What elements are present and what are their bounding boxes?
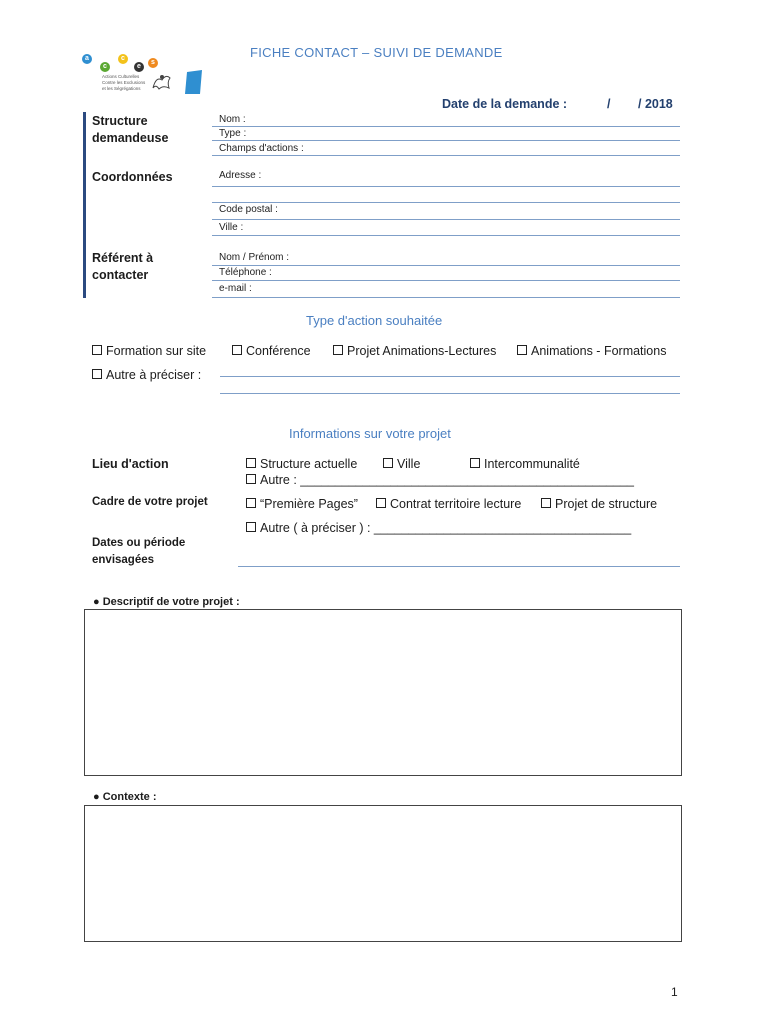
- option-label: Animations - Formations: [531, 344, 667, 358]
- checkbox-contrat-territoire[interactable]: [376, 496, 521, 512]
- coordonnees-label: Coordonnées: [92, 170, 173, 184]
- option-label: Conférence: [246, 344, 311, 358]
- logo-text-3: et les Ségrégations: [102, 86, 141, 91]
- option-label: Autre à préciser :: [106, 368, 202, 382]
- field-type-line[interactable]: [212, 140, 680, 141]
- option-label: Ville: [397, 457, 421, 471]
- field-ville: Ville :: [219, 222, 244, 233]
- logo-letter-c2: c: [118, 54, 128, 64]
- checkbox-projet-structure[interactable]: [541, 496, 657, 512]
- field-email-line[interactable]: [212, 297, 680, 298]
- field-champs-line[interactable]: [212, 155, 680, 156]
- checkbox-icon: [246, 522, 256, 532]
- logo-letter-c1: c: [100, 62, 110, 72]
- section-sidebar-bar: [83, 112, 86, 298]
- checkbox-icon: [383, 458, 393, 468]
- checkbox-icon: [92, 345, 102, 355]
- contexte-textarea[interactable]: [84, 805, 682, 942]
- option-label: Formation sur site: [106, 344, 207, 358]
- dates-label: Dates ou période envisagées: [92, 537, 186, 566]
- field-ville-line[interactable]: [212, 235, 680, 236]
- checkbox-icon: [246, 474, 256, 484]
- checkbox-conference[interactable]: [232, 343, 311, 359]
- field-telephone-line[interactable]: [212, 280, 680, 281]
- contexte-label: ● Contexte :: [93, 791, 157, 803]
- checkbox-icon: [376, 498, 386, 508]
- structure-label: Structure demandeuse: [92, 114, 169, 145]
- checkbox-animations-formations[interactable]: [517, 343, 666, 359]
- checkbox-structure-actuelle[interactable]: [246, 456, 357, 472]
- logo-blue-shape-icon: [184, 70, 204, 96]
- logo-letter-a: a: [82, 54, 92, 64]
- option-label: Projet de structure: [555, 497, 658, 511]
- autre-type-line-2[interactable]: [220, 393, 680, 394]
- checkbox-icon: [246, 458, 256, 468]
- cadre-label: Cadre de votre projet: [92, 496, 208, 508]
- field-adresse-line-1[interactable]: [212, 186, 680, 187]
- field-champs: Champs d'actions :: [219, 143, 304, 154]
- field-type: Type :: [219, 128, 247, 139]
- checkbox-intercommunalite[interactable]: [470, 456, 580, 472]
- referent-label: Référent à contacter: [92, 251, 154, 282]
- date-label: Date de la demande :: [442, 97, 568, 111]
- field-code-postal-line[interactable]: [212, 219, 680, 220]
- option-label: Autre ( à préciser ) : _____________________________________: [260, 521, 632, 535]
- descriptif-textarea[interactable]: [84, 609, 682, 776]
- field-nom: Nom :: [219, 114, 246, 125]
- checkbox-icon: [541, 498, 551, 508]
- projet-heading: Informations sur votre projet: [289, 426, 451, 441]
- option-label: Contrat territoire lecture: [390, 497, 522, 511]
- page-title: FICHE CONTACT – SUIVI DE DEMANDE: [250, 45, 503, 60]
- field-adresse: Adresse :: [219, 170, 262, 181]
- logo-text-1: Actions Culturelles: [102, 74, 140, 79]
- logo-letter-e: e: [134, 62, 144, 72]
- field-email: e-mail :: [219, 283, 252, 294]
- type-action-heading: Type d'action souhaitée: [306, 313, 443, 328]
- field-adresse-line-2[interactable]: [212, 202, 680, 203]
- option-label: Autre : ________________________________________________: [260, 473, 634, 487]
- logo: [82, 50, 212, 100]
- date-sep-2: / 2018: [638, 97, 673, 111]
- date-sep-1: /: [607, 97, 611, 111]
- checkbox-autre-lieu[interactable]: [246, 472, 634, 488]
- field-nom-line[interactable]: [212, 126, 680, 127]
- checkbox-ville[interactable]: [383, 456, 420, 472]
- checkbox-icon: [517, 345, 527, 355]
- checkbox-icon: [333, 345, 343, 355]
- descriptif-label: ● Descriptif de votre projet :: [93, 596, 240, 608]
- checkbox-autre-cadre[interactable]: [246, 520, 631, 536]
- checkbox-premiere-pages[interactable]: [246, 496, 358, 512]
- field-nom-prenom: Nom / Prénom :: [219, 252, 290, 263]
- dates-line[interactable]: [238, 566, 680, 567]
- field-code-postal: Code postal :: [219, 204, 278, 215]
- checkbox-icon: [232, 345, 242, 355]
- logo-letter-s: s: [148, 58, 158, 68]
- checkbox-formation-sur-site[interactable]: [92, 343, 206, 359]
- option-label: Intercommunalité: [484, 457, 580, 471]
- lieu-label: Lieu d'action: [92, 457, 169, 471]
- checkbox-projet-animations-lectures[interactable]: [333, 343, 496, 359]
- checkbox-icon: [470, 458, 480, 468]
- logo-text-2: Contre les Exclusions: [102, 80, 146, 85]
- option-label: Projet Animations-Lectures: [347, 344, 497, 358]
- field-nom-prenom-line[interactable]: [212, 265, 680, 266]
- page-number: 1: [671, 985, 678, 999]
- option-label: Structure actuelle: [260, 457, 358, 471]
- checkbox-icon: [92, 369, 102, 379]
- checkbox-autre-type[interactable]: [92, 367, 201, 383]
- checkbox-icon: [246, 498, 256, 508]
- logo-figure-icon: [150, 70, 172, 92]
- option-label: “Première Pages”: [260, 497, 358, 511]
- field-telephone: Téléphone :: [219, 267, 272, 278]
- autre-type-line-1[interactable]: [220, 376, 680, 377]
